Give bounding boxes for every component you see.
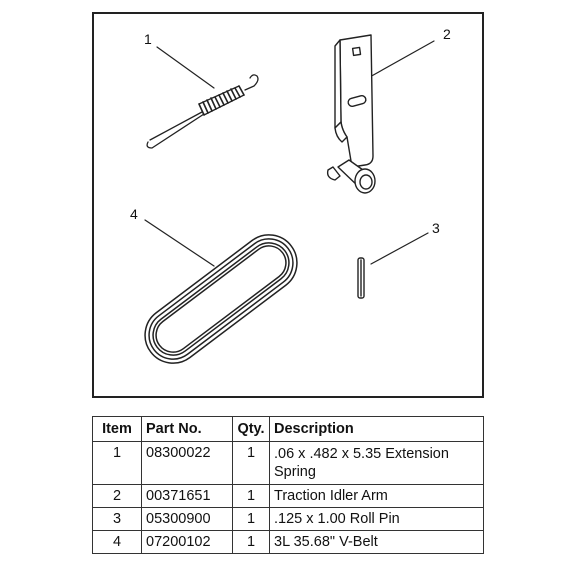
table-row (93, 531, 484, 554)
leader-line-3 (371, 233, 428, 264)
header-qty: Qty. (233, 417, 270, 442)
table-row (93, 442, 484, 485)
idler-arm-illustration (328, 35, 375, 193)
table-row (93, 508, 484, 531)
cell-part-no: 05300900 (142, 508, 233, 531)
cell-qty: 1 (233, 442, 270, 485)
roll-pin-illustration (358, 258, 364, 298)
cell-description: .125 x 1.00 Roll Pin (270, 508, 484, 531)
cell-item: 3 (93, 508, 142, 531)
extension-spring-illustration (147, 75, 258, 148)
cell-part-no: 00371651 (142, 485, 233, 508)
cell-item: 4 (93, 531, 142, 554)
header-part-no: Part No. (142, 417, 233, 442)
callout-4: 4 (130, 206, 138, 222)
table-row (93, 485, 484, 508)
cell-part-no: 08300022 (142, 442, 233, 485)
callout-1: 1 (144, 31, 152, 47)
callout-3: 3 (432, 220, 440, 236)
header-item: Item (93, 417, 142, 442)
leader-line-4 (145, 220, 214, 266)
callout-2: 2 (443, 26, 451, 42)
cell-description: Traction Idler Arm (270, 485, 484, 508)
cell-item: 1 (93, 442, 142, 485)
parts-table (92, 416, 484, 554)
v-belt-illustration (134, 224, 308, 375)
header-description: Description (270, 417, 484, 442)
parts-table-header-row (93, 417, 484, 442)
leader-line-2 (368, 41, 434, 78)
leader-line-1 (157, 47, 214, 88)
cell-qty: 1 (233, 531, 270, 554)
cell-description: 3L 35.68" V-Belt (270, 531, 484, 554)
cell-qty: 1 (233, 485, 270, 508)
cell-item: 2 (93, 485, 142, 508)
parts-diagram (92, 12, 484, 398)
cell-qty: 1 (233, 508, 270, 531)
leader-lines (145, 41, 434, 266)
cell-part-no: 07200102 (142, 531, 233, 554)
cell-description: .06 x .482 x 5.35 Extension Spring (270, 442, 484, 485)
parts-illustration (94, 14, 482, 396)
